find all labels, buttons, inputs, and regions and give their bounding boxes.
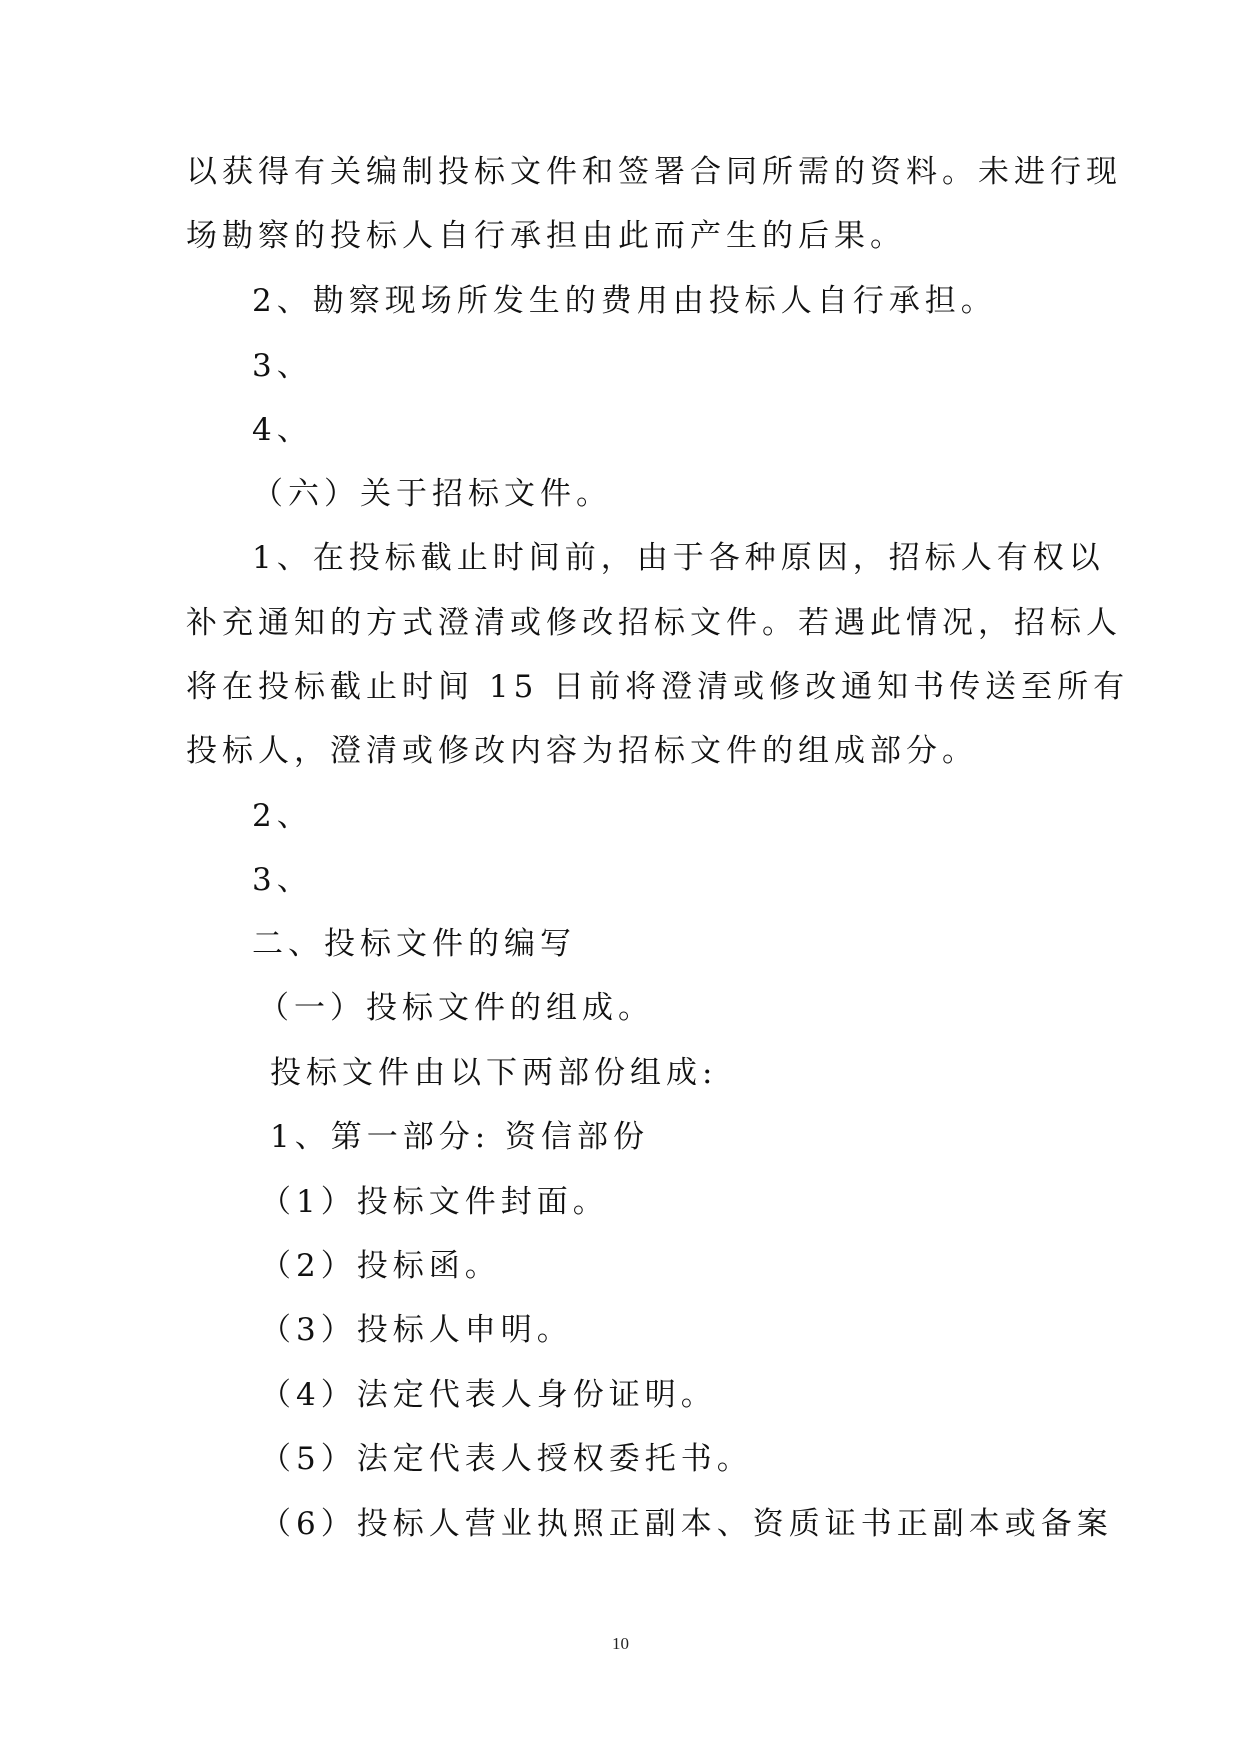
page-number: 10 [612,1634,629,1653]
chapter-heading: 二、投标文件的编写 [252,926,576,962]
body-text-line: 场勘察的投标人自行承担由此而产生的后果。 [186,218,906,254]
subsection-heading: 1、第一部分: 资信部份 [270,1119,650,1155]
body-text-line: 投标人，澄清或修改内容为招标文件的组成部分。 [186,733,978,769]
list-item-line: （2）投标函。 [260,1248,501,1284]
list-item-line: （6）投标人营业执照正副本、资质证书正副本或备案 [260,1506,1113,1542]
list-item-line: （4）法定代表人身份证明。 [260,1377,717,1413]
list-item-line: 3、 [252,862,313,898]
list-item-line: 2、勘察现场所发生的费用由投标人自行承担。 [252,283,997,319]
body-text-line: 以获得有关编制投标文件和签署合同所需的资料。未进行现 [186,154,1122,190]
section-heading: （一）投标文件的组成。 [258,990,654,1026]
section-heading: （六）关于招标文件。 [252,476,612,512]
list-item-line: （5）法定代表人授权委托书。 [260,1441,753,1477]
list-item-line: 3、 [252,348,313,384]
list-item-line: （3）投标人申明。 [260,1312,573,1348]
list-item-line: 4、 [252,412,313,448]
list-item-line: 2、 [252,798,313,834]
list-item-line: （1）投标文件封面。 [260,1184,609,1220]
body-text-line: 投标文件由以下两部份组成: [270,1055,718,1091]
body-text-line: 补充通知的方式澄清或修改招标文件。若遇此情况，招标人 [186,605,1122,641]
body-text-line: 将在投标截止时间 15 日前将澄清或修改通知书传送至所有 [186,669,1130,705]
list-item-line: 1、在投标截止时间前，由于各种原因，招标人有权以 [252,540,1105,576]
